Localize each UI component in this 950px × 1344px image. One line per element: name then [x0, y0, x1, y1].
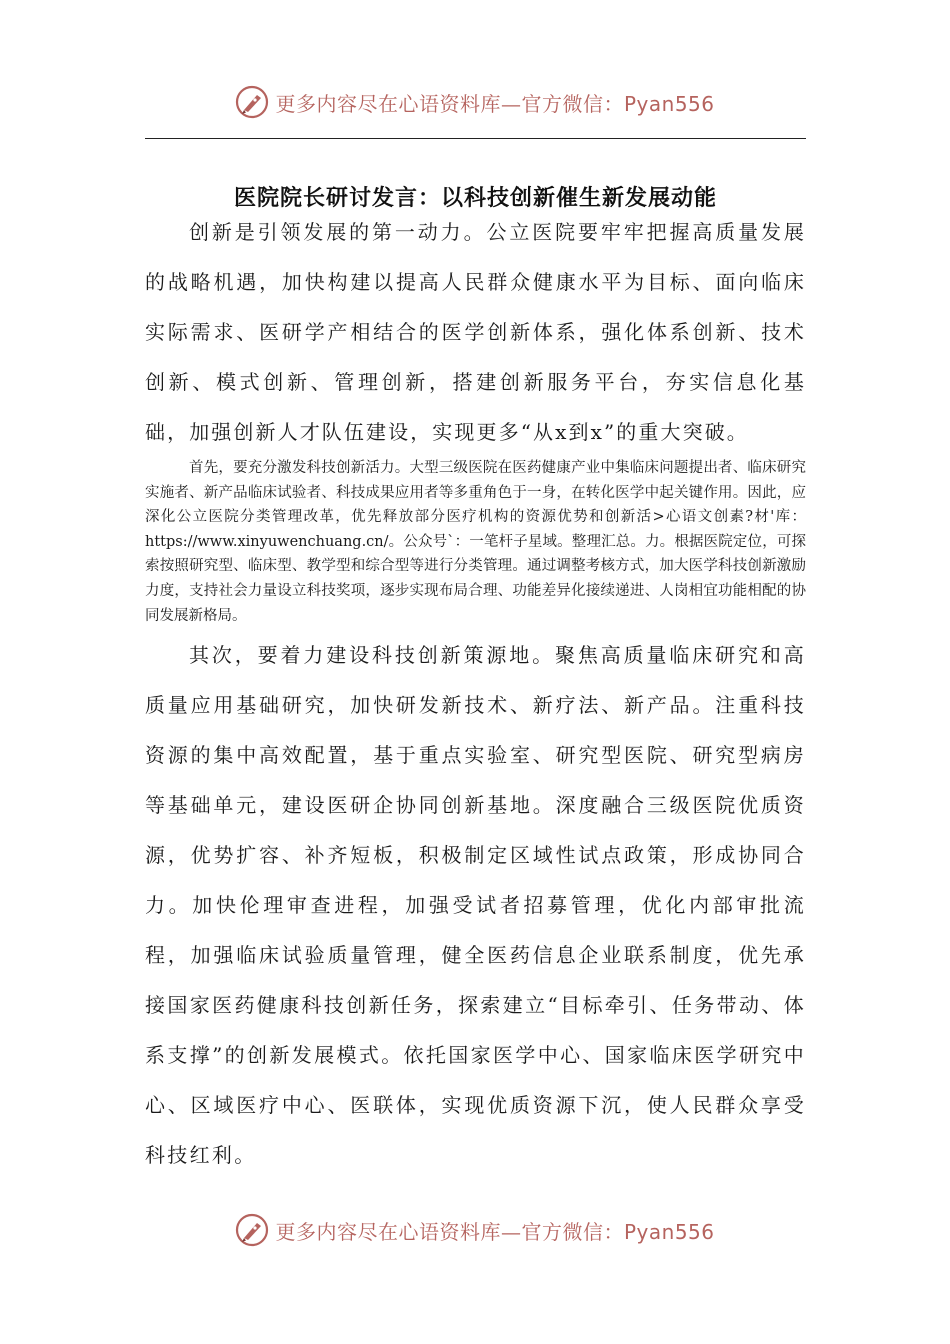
footer-banner — [0, 1208, 950, 1252]
paragraph-second-point: 其次，要着力建设科技创新策源地。聚焦高质量临床研究和高质量应用基础研究，加快研发新技术、新疗法、新产品。注重科技资源的集中高效配置，基于重点实验室、研究型医院、研究型病房等基础单元，建设医研企协同创新基地。深度融合三级医院优质资源，优势扩容、补齐短板，积极制定区域性试点政策，形成协同合力。加快伦理审查进程，加强受试者招募管理，优化内部审批流程，加强临床试验质量管理，健全医药信息企业联系制度，优先承接国家医药健康科技创新任务，探索建立“目标牵引、任务带动、体系支撑”的创新发展模式。依托国家医学中心、国家临床医学研究中心、区域医疗中心、医联体，实现优质资源下沉，使人民群众享受科技红利。 — [145, 643, 806, 1167]
pen-nib-logo-icon — [235, 1213, 269, 1247]
paragraph-first-point: 首先，要充分激发科技创新活力。大型三级医院在医药健康产业中集临床问题提出者、临床研究实施者、新产品临床试验者、科技成果应用者等多重角色于一身，在转化医学中起关键作用。因此，应深化公立医院分类管理改革，优先释放部分医疗机构的资源优势和创新活>心语文创素?材'库：https://www.xinyuwenchuang.cn/。公众号`：一笔杆子星域。整理汇总。力。根据医院定位，可探索按照研究型、临床型、教学型和综合型等进行分类管理。通过调整考核方式，加大医学科技创新激励力度，支持社会力量设立科技奖项，逐步实现布局合理、功能差异化接续递进、人岗相宜功能相配的协同发展新格局。 — [145, 460, 806, 624]
paragraph-intro: 创新是引领发展的第一动力。公立医院要牢牢把握高质量发展的战略机遇，加快构建以提高人民群众健康水平为目标、面向临床实际需求、医研学产相结合的医学创新体系，强化体系创新、技术创新、模式创新、管理创新，搭建创新服务平台，夯实信息化基础，加强创新人才队伍建设，实现更多“从x到x”的重大突破。 — [145, 220, 806, 444]
header-banner-text: 更多内容尽在心语资料库—官方微信：Pyan556 — [275, 91, 715, 116]
pen-nib-logo-icon — [235, 85, 269, 119]
page-title: 医院院长研讨发言：以科技创新催生新发展动能 — [233, 185, 717, 211]
header-divider — [145, 138, 806, 139]
footer-banner-text: 更多内容尽在心语资料库—官方微信：Pyan556 — [275, 1219, 715, 1244]
header-banner — [0, 80, 950, 124]
